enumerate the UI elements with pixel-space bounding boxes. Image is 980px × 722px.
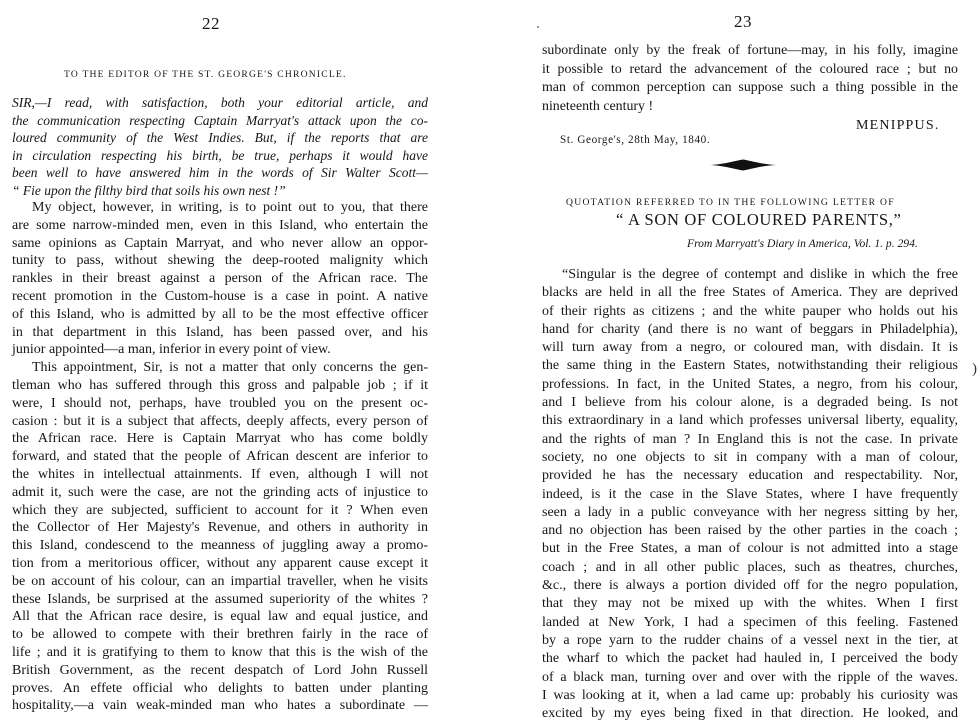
- text-line: I was looking at it, when a lad came up: probably his curiosity was: [542, 687, 958, 703]
- signature: MENIPPUS.: [856, 118, 940, 133]
- text-line: admit it, such were the case, are not the grinding acts of injustice to: [12, 484, 428, 500]
- text-line: rankles in their breast against a person of the African race. The: [12, 271, 428, 287]
- text-line: &c., there is always a portion divided off for the negro population,: [542, 578, 958, 594]
- page-number: 23: [734, 12, 752, 31]
- text-line: of this Island, who is admitted by all to be the most effective officer: [12, 306, 428, 322]
- text-line: subordinate only by the freak of fortune—may, in his folly, imagine: [542, 43, 958, 58]
- text-line: This appointment, Sir, is not a matter that only concerns the gen-: [32, 360, 428, 376]
- text-line: excited by my eyes being fixed in that direction. He looked, and: [542, 706, 958, 722]
- text-line: the Collector of Her Majesty's Revenue, and others in authority in: [12, 520, 428, 536]
- letter-intro: [12, 94, 428, 200]
- text-line: professions. In fact, in the United States, a negro, from his colour,: [542, 376, 958, 392]
- text-line: hospitality,—a vain weak-minded man who hates a subordinate —: [12, 698, 428, 714]
- text-line: tion from a meritorious officer, without any apparent cause except it: [12, 555, 428, 571]
- text-line: man of common perception can suppose such a thing possible in the: [542, 80, 958, 96]
- text-line: it possible to retard the advancement of the coloured race ; but no: [542, 61, 958, 77]
- text-line: will turn away from a negro, or coloured man, with disdain. It is: [542, 340, 958, 356]
- left-page: [0, 0, 470, 722]
- text-line: and the rights of man ? In England this is not the case. In private: [542, 431, 958, 447]
- text-line: My object, however, in writing, is to point out to you, that there: [32, 200, 428, 215]
- text-line: junior appointed—a man, inferior in every point of view.: [12, 342, 331, 358]
- quote-title: “ A SON OF COLOURED PARENTS,”: [616, 210, 902, 229]
- text-line: by a rope yarn to the rudder chains of a vessel next in the tier, at: [542, 632, 958, 648]
- text-line: same opinions as Captain Marryat, and who never allow an oppor-: [12, 235, 428, 251]
- text-line: the communication respecting Captain Marryat's attack upon the co-: [12, 112, 428, 128]
- text-line: of a black man, turning over and over with the ripple of the waves.: [542, 669, 958, 685]
- text-line: forward, and stated that the people of African descent are inferior to: [12, 449, 428, 465]
- text-line: landed at New York, I had a specimen of this feeling. Fastened: [542, 614, 958, 630]
- text-line: tleman who has suffered through this gross and palpable job ; if it: [12, 377, 428, 393]
- text-line: that they may not be mixed up with the whites. When I first: [542, 596, 958, 612]
- text-line: the African race. Here is Captain Marryat who has come boldly: [12, 431, 428, 447]
- quote-heading: QUOTATION REFERRED TO IN THE FOLLOWING LETTER OF: [566, 197, 895, 208]
- text-line: this extraordinary in a land which professes universal liberty, equality,: [542, 413, 958, 429]
- letter-conclusion: [542, 42, 958, 116]
- text-line: life ; and it is gratifying to them to know that this is the wish of the: [12, 644, 428, 660]
- section-divider-ornament: [710, 159, 776, 171]
- text-line: be on account of his colour, can an impartial traveller, when he visits: [12, 573, 428, 589]
- text-line: this Island, condescend to the meanness of juggling away a promo-: [12, 538, 428, 554]
- text-line: tunity to pass, without shewing the deep-rooted malignity which: [12, 253, 428, 269]
- text-line: are some narrow-minded men, even in this Island, who entertain the: [12, 217, 428, 233]
- text-line: nineteenth century !: [542, 98, 654, 114]
- text-line: provided he has the necessary education and respectability. Nor,: [542, 468, 958, 484]
- text-line: seen a lady in a public conveyance with her negress sitting by her,: [542, 504, 958, 520]
- quotation-body: [542, 266, 958, 722]
- text-line: “ Fie upon the filthy bird that soils his own nest !”: [12, 182, 286, 198]
- text-line: to be allowed to compete with their brethren fairly in the race of: [12, 627, 428, 643]
- text-line: been well to have answered him in the words of Sir Walter Scott—: [12, 165, 428, 181]
- text-line: coach ; and in all other public places, such as theatres, churches,: [542, 559, 958, 575]
- text-line: the wharf to which the packet had hauled in, I perceived the body: [542, 651, 958, 667]
- text-line: British Government, as the recent despatch of Lord John Russell: [12, 662, 428, 678]
- page-number: 22: [202, 14, 220, 33]
- quote-source: From Marryatt's Diary in America, Vol. 1. p. 294.: [687, 237, 918, 250]
- text-line: blacks are held in all the free States of America. They are deprived: [542, 285, 958, 301]
- margin-mark: ): [972, 361, 977, 377]
- text-line: indeed, is it the case in the Slave States, where I have frequently: [542, 486, 958, 502]
- text-line: but in the Free States, a man of colour is not admitted into a stage: [542, 541, 958, 557]
- letter-body: [12, 199, 428, 715]
- text-line: hand for charity (and there is no want of beggars in Philadelphia),: [542, 321, 958, 337]
- text-line: these Islands, be surprised at the assumed superiority of the whites ?: [12, 591, 428, 607]
- text-line: recent promotion in the Custom-house is a case in point. A native: [12, 288, 428, 304]
- text-line: loured community of the West Indies. But, if the reports that are: [12, 130, 428, 146]
- text-line: and no objection has been raised by the other parties in the coach ;: [542, 523, 958, 539]
- text-line: society, no one objects to sit in company with a man of colour,: [542, 449, 958, 465]
- text-line: in circulation respecting his birth, be true, perhaps it would have: [12, 147, 428, 163]
- text-line: which they are subjected, sufficient to account for it ? When even: [12, 502, 428, 518]
- right-page: [484, 0, 980, 722]
- text-line: casion : but it is a subject that affects, deeply affects, every person of: [12, 413, 428, 429]
- text-line: and I believe from his colour alone, is a degraded being. Is not: [542, 395, 958, 411]
- text-line: SIR,—I read, with satisfaction, both your editorial article, and: [12, 95, 428, 110]
- text-line: of their rights as citizens ; and the white pauper who holds out his: [542, 303, 958, 319]
- text-line: “Singular is the degree of contempt and dislike in which the free: [562, 267, 958, 282]
- text-line: were, I should not, perhaps, have troubled you on the present oc-: [12, 395, 428, 411]
- dateline: St. George's, 28th May, 1840.: [560, 134, 711, 146]
- text-line: the whites in intellectual attainments. If even, although I will not: [12, 466, 428, 482]
- text-line: the same thing in the Eastern States, notwithstanding their religious: [542, 358, 958, 374]
- text-line: All that the African race desire, is equal law and equal justice, and: [12, 609, 428, 625]
- letter-heading: TO THE EDITOR OF THE ST. GEORGE'S CHRONICLE.: [64, 69, 347, 80]
- text-line: proves. An effete official who delights to batten under planting: [12, 680, 428, 696]
- text-line: in that department in this Island, has been passed over, and his: [12, 324, 428, 340]
